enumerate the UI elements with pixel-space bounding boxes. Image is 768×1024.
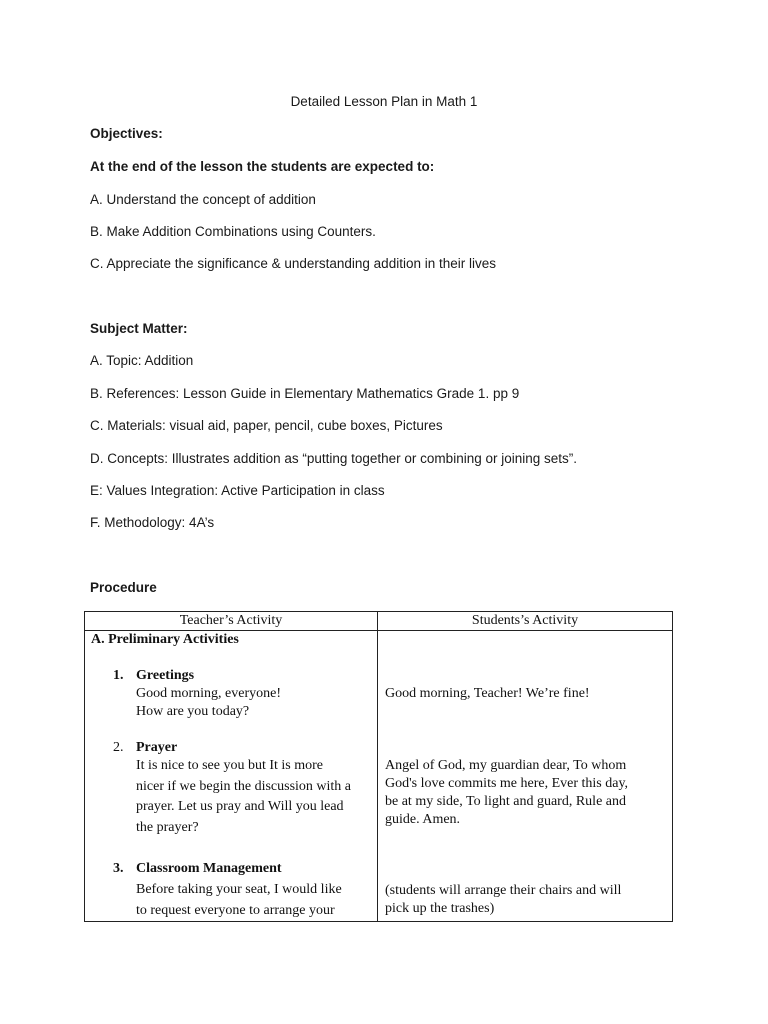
subject-matter-item: A. Topic: Addition [90, 353, 194, 368]
teacher-line: prayer. Let us pray and Will you lead [136, 799, 344, 814]
subject-matter-item: F. Methodology: 4A’s [90, 515, 215, 530]
student-line: pick up the trashes) [385, 901, 495, 916]
teacher-line: the prayer? [136, 820, 199, 835]
objective-item: B. Make Addition Combinations using Counters. [90, 224, 376, 239]
student-line: (students will arrange their chairs and will [385, 883, 622, 898]
objective-item: A. Understand the concept of addition [90, 192, 316, 207]
student-line: Good morning, Teacher! We’re fine! [385, 686, 590, 701]
subject-matter-item: D. Concepts: Illustrates addition as “putting together or combining or joining sets”. [90, 451, 578, 466]
teacher-line: How are you today? [136, 704, 250, 719]
table-row [85, 631, 673, 922]
step-number: 3. [113, 861, 124, 876]
objectives-intro: At the end of the lesson the students are expected to: [90, 159, 435, 174]
step-title: Greetings [136, 668, 195, 683]
document-title: Detailed Lesson Plan in Math 1 [290, 94, 478, 109]
teacher-line: Good morning, everyone! [136, 686, 282, 701]
teacher-activity-cell [85, 631, 378, 922]
student-line: God's love commits me here, Ever this day, [385, 776, 629, 791]
subject-matter-item: B. References: Lesson Guide in Elementary Mathematics Grade 1. pp 9 [90, 386, 520, 401]
step-title: Prayer [136, 740, 178, 755]
teacher-line: to request everyone to arrange your [136, 903, 335, 918]
subject-matter-heading: Subject Matter: [90, 321, 188, 336]
step-number: 1. [113, 668, 124, 683]
student-activity-header: Students’s Activity [378, 612, 673, 631]
teacher-line: Before taking your seat, I would like [136, 882, 342, 897]
student-line: Angel of God, my guardian dear, To whom [385, 758, 627, 773]
teacher-line: nicer if we begin the discussion with a [136, 779, 352, 794]
teacher-line: It is nice to see you but It is more [136, 758, 324, 773]
objectives-heading: Objectives: [90, 126, 163, 141]
table-header-row [85, 612, 673, 631]
section-title: A. Preliminary Activities [91, 632, 239, 647]
subject-matter-item: E: Values Integration: Active Participation in class [90, 483, 385, 498]
procedure-heading: Procedure [90, 580, 157, 595]
procedure-table [84, 611, 673, 922]
student-line: guide. Amen. [385, 812, 461, 827]
step-title: Classroom Management [136, 861, 282, 876]
student-activity-cell [378, 631, 673, 922]
objective-item: C. Appreciate the significance & understanding addition in their lives [90, 256, 496, 271]
student-line: be at my side, To light and guard, Rule and [385, 794, 626, 809]
subject-matter-item: C. Materials: visual aid, paper, pencil, cube boxes, Pictures [90, 418, 443, 433]
step-number: 2. [113, 740, 124, 755]
teacher-activity-header: Teacher’s Activity [85, 612, 378, 631]
